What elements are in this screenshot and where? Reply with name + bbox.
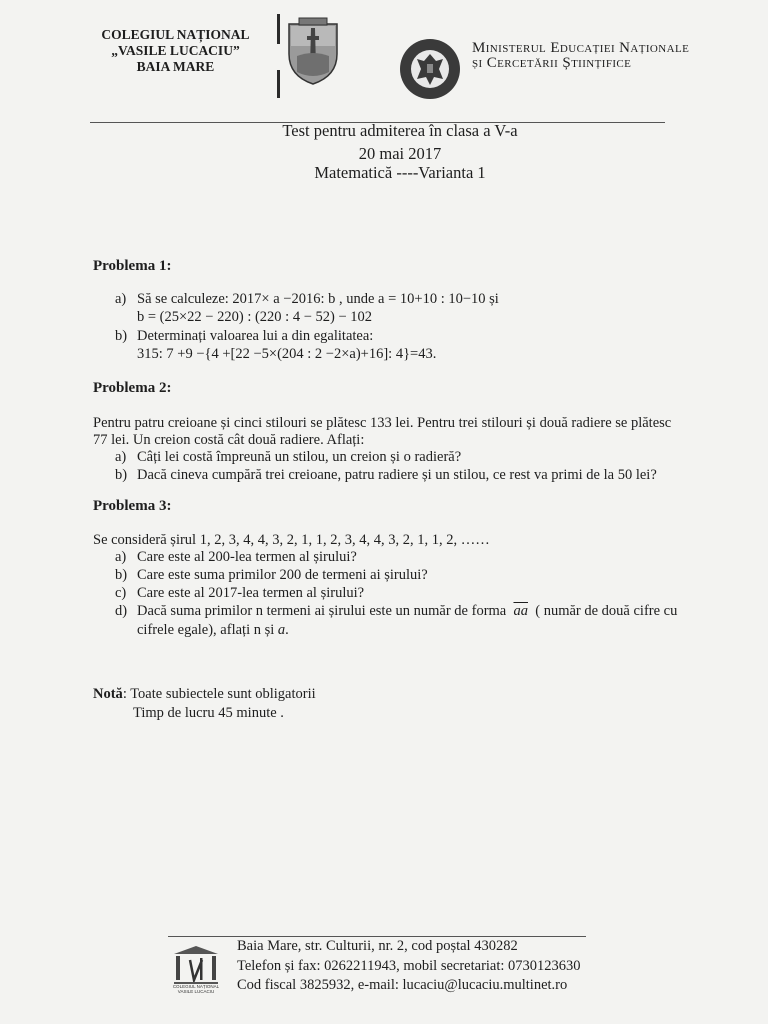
school-logo-caption (166, 984, 226, 994)
problem3-b-text: Care este suma primilor 200 de termeni ai șirului? (137, 567, 428, 583)
problem1-b-equation: 315: 7 +9 −{4 +[22 −5×(204 : 2 −2×a)+16]: 4}=43. (137, 346, 437, 362)
note-text1: : Toate subiectele sunt obligatorii (122, 686, 316, 702)
problem2-b (115, 466, 657, 484)
note-label: Notă (93, 686, 123, 702)
problem3-b-label: b) (115, 567, 128, 583)
problem1-heading: Problema 1: (93, 258, 172, 274)
problem2-intro1: Pentru patru creioane și cinci stilouri se plătesc 133 lei. Pentru trei stilouri și două radiere se plătesc (93, 415, 672, 431)
school-line2: „VASILE LUCACIU” (111, 43, 240, 58)
ministry-line1: Ministerul Educației Naționale (472, 40, 690, 56)
problem3-c-text: Care este al 2017-lea termen al șirului? (137, 585, 365, 601)
footer-line1: Baia Mare, str. Culturii, nr. 2, cod poștal 430282 (237, 938, 518, 954)
problem2-heading: Problema 2: (93, 380, 172, 396)
ministry-line2: și Cercetării Științifice (472, 55, 632, 71)
problem1-a-label: a) (115, 291, 127, 307)
exam-title-line1: Test pentru admiterea în clasa a V-a (282, 121, 518, 140)
problem3-c (115, 584, 364, 602)
problem3-d-text2: cifrele egale), aflați n și (137, 622, 275, 638)
footer-line2: Telefon și fax: 0262211943, mobil secretariat: 0730123630 (237, 957, 581, 974)
problem1-b-label: b) (115, 328, 128, 344)
problem2-a-text: Câți lei costă împreună un stilou, un creion și o radieră? (137, 449, 462, 465)
problem2-a (115, 448, 461, 466)
problem1-b-text: Determinați valoarea lui a din egalitatea: (137, 328, 374, 344)
ministry-name (472, 41, 689, 71)
problem2-a-label: a) (115, 449, 127, 465)
logo-text2: VASILE LUCACIU (177, 989, 215, 994)
problem1-a (115, 290, 499, 308)
exam-subject: Matematică ----Varianta 1 (314, 163, 486, 182)
problem3-d-line2 (137, 621, 289, 639)
problem3-d-a: a (277, 622, 286, 638)
problem3-heading: Problema 3: (93, 498, 172, 514)
footer-address (237, 937, 581, 996)
problem1-a-text: Să se calculeze: 2017× a −2016: b , unde a = 10+10 : 10−10 și (137, 291, 499, 307)
problem3-b (115, 566, 428, 584)
note-text2: Timp de lucru 45 minute . (133, 705, 284, 721)
footer-line3: Cod fiscal 3825932, e-mail: lucaciu@lucaciu.multinet.ro (237, 977, 568, 993)
county-coat-of-arms-icon (285, 16, 341, 86)
problem3-d (115, 602, 677, 620)
problem3-d-text1: Dacă suma primilor n termeni ai șirului este un număr de forma (137, 603, 507, 619)
problem3-c-label: c) (115, 585, 127, 601)
problem3-d-label: d) (115, 603, 128, 619)
school-line3: BAIA MARE (136, 59, 215, 74)
problem3-intro: Se consideră șirul 1, 2, 3, 4, 4, 3, 2, 1, 1, 2, 3, 4, 4, 3, 2, 1, 1, 2, …… (93, 532, 490, 548)
problem1-b (115, 327, 373, 345)
header-divider-top (277, 14, 280, 44)
problem3-d-end: . (285, 622, 289, 638)
school-logo-icon (170, 944, 222, 996)
problem3-a-text: Care este al 200-lea termen al șirului? (137, 549, 357, 565)
school-line1: COLEGIUL NAȚIONAL (101, 27, 250, 42)
problem3-a (115, 548, 357, 566)
header-divider-bottom (277, 70, 280, 98)
problem1-a-formula-b: b = (25×22 − 220) : (220 : 4 − 52) − 102 (137, 309, 373, 325)
problem3-d-text1b: ( număr de două cifre cu (535, 603, 678, 619)
problem2-b-label: b) (115, 467, 128, 483)
problem3-d-aa: $\overline{aa}$ (513, 603, 528, 619)
problem3-a-label: a) (115, 549, 127, 565)
problem2-b-text: Dacă cineva cumpără trei creioane, patru radiere și un stilou, ce rest va primi de la 50 lei? (137, 467, 657, 483)
school-name (78, 27, 273, 75)
exam-date: 20 mai 2017 (358, 144, 442, 163)
logo-text1: COLEGIUL NAȚIONAL (172, 984, 220, 989)
problem2-intro2: 77 lei. Un creion costă cât două radiere. Aflați: (93, 432, 365, 448)
note-line1 (93, 685, 316, 703)
government-seal-icon (398, 37, 462, 101)
